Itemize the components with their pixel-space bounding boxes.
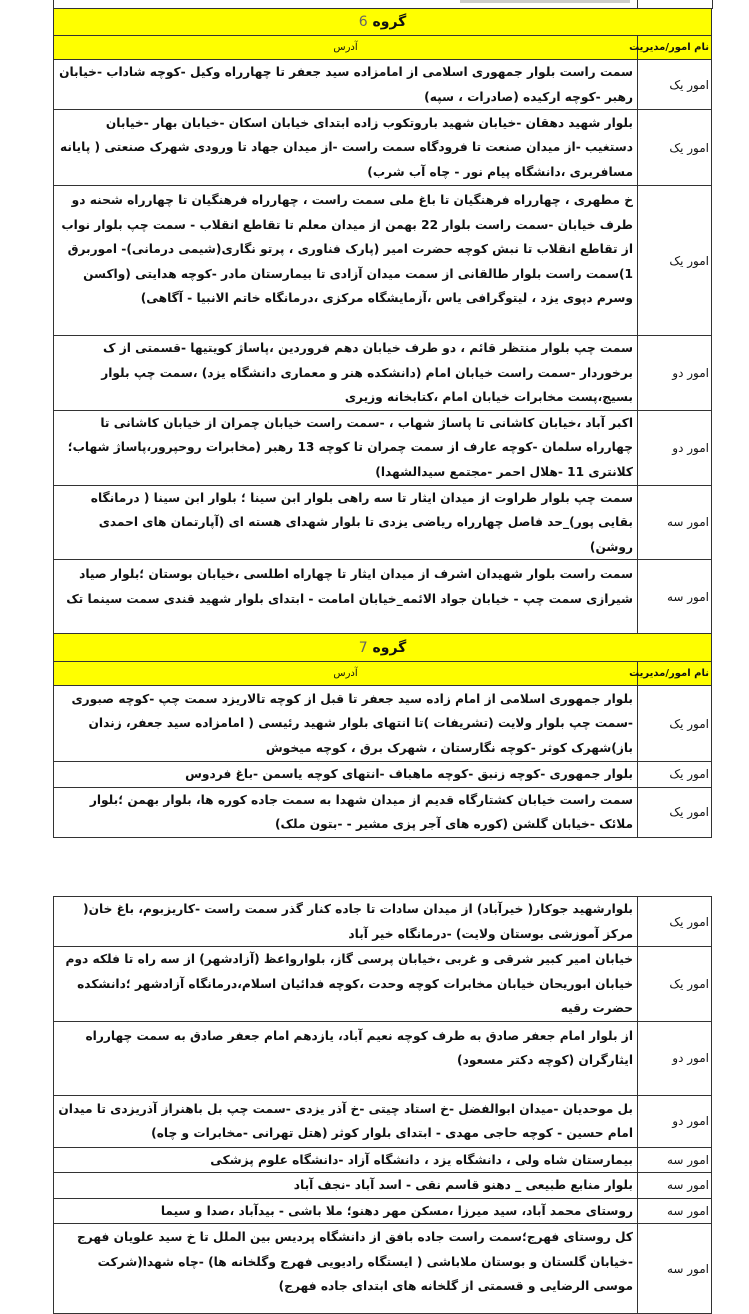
address-cell: بیمارستان شاه ولی ، دانشگاه یزد ، دانشگاه آزاد -دانشگاه علوم پزشکی <box>54 1147 638 1173</box>
unit-cell: امور سه <box>638 560 712 634</box>
table-row <box>54 947 712 1022</box>
address-cell: سمت چپ بلوار منتظر قائم ، دو طرف خیابان دهم فروردین ،پاساژ کویتیها -قسمتی از ک برخوردار -سمت راست خیابان امام (دانشکده هنر و معماری دانشگاه یزد) ،سمت چپ بلوار بسیج،پست مخابرات خیابان امام ،کتابخانه وزیری <box>54 336 638 411</box>
group-title-number: 7 <box>358 639 368 656</box>
unit-cell: امور یک <box>638 787 712 837</box>
group-title-row <box>54 634 712 662</box>
header-unit: نام امور/مدیریت <box>638 662 712 686</box>
address-cell: اکبر آباد ،خیابان کاشانی تا پاساژ شهاب ، -سمت راست خیابان چمران از خیابان کاشانی تا چهارراه سلمان -کوچه عارف از سمت چمران تا کوچه 13 رهبر (مخابرات روحپرور،پاساژ شهاب؛ کلانتری 11 -هلال احمر -مجتمع سیدالشهدا) <box>54 410 638 485</box>
header-unit: نام امور/مدیریت <box>638 36 712 60</box>
table-row <box>54 560 712 634</box>
unit-cell: امور یک <box>638 686 712 762</box>
table-row <box>54 762 712 788</box>
address-cell: سمت چپ بلوار طراوت از میدان ایثار تا سه راهی بلوار ابن سینا ؛ بلوار ابن سینا ( درمانگاه بقایی پور)_حد فاصل چهارراه ریاضی یزدی تا بلوار شهدای هسته ای (آپارتمان های احمدی روشن) <box>54 485 638 560</box>
column-header-row <box>54 36 712 60</box>
address-cell: خیابان امیر کبیر شرقی و غربی ،خیابان پرسی گاز، بلوارواعظ (آزادشهر) از سه راه تا فلکه دوم خیابان ابوریحان خیابان مخابرات کوچه وحدت ،کوچه فدائیان اسلام،درمانگاه آزادشهر ؛دانشکده حضرت رقیه <box>54 947 638 1022</box>
unit-cell: امور یک <box>638 110 712 186</box>
unit-cell: امور دو <box>638 336 712 411</box>
table-row <box>54 336 712 411</box>
address-cell: از بلوار امام جعفر صادق به طرف کوچه نعیم آباد، یازدهم امام جعفر صادق به سمت چهارراه ایثارگران (کوچه دکتر مسعود) <box>54 1021 638 1095</box>
header-address: آدرس <box>54 662 638 686</box>
unit-cell: امور یک <box>638 186 712 336</box>
address-cell: کل روستای فهرج؛سمت راست جاده بافق از دانشگاه پردیس بین الملل تا خ سید علویان فهرج -خیابان گلستان و بوستان ملاباشی ( ایستگاه رادیویی فهرج وگلخانه ها) -چاه شهدا(شرکت موسی الرضایی و قسمتی از گلخانه های ابتدای جاده فهرج) <box>54 1224 638 1314</box>
table-row <box>54 1224 712 1314</box>
table-row <box>54 1147 712 1173</box>
unit-cell: امور سه <box>638 1173 712 1199</box>
table-row <box>54 1173 712 1199</box>
address-cell: بل موحدیان -میدان ابوالفضل -خ استاد چیتی -خ آذر یزدی -سمت چپ بل باهنراز آذریزدی تا میدان امام حسین - کوچه حاجی مهدی - ابتدای بلوار کوثر (هتل تهرانی -مخابرات و چاه) <box>54 1095 638 1147</box>
unit-cell: امور یک <box>638 60 712 110</box>
table-row <box>54 1198 712 1224</box>
address-cell: بلوار جمهوری -کوچه زنبق -کوچه ماهباف -انتهای کوچه یاسمن -باغ فردوس <box>54 762 638 788</box>
address-cell: بلوار شهید دهقان -خیابان شهید باروتکوب زاده ابتدای خیابان اسکان -خیابان بهار -خیابان دستغیب -از میدان صنعت تا فرودگاه سمت راست -از میدان جهاد تا ورودی شهرک صنعتی ( پایانه مسافربری ،دانشگاه پیام نور - چاه آب شرب) <box>54 110 638 186</box>
address-cell: سمت راست بلوار جمهوری اسلامی از امامزاده سید جعفر تا چهارراه وکیل -کوچه شاداب -خیابان رهبر -کوچه ارکیده (صادرات ، سپه) <box>54 60 638 110</box>
unit-cell: امور یک <box>638 762 712 788</box>
table-row <box>54 897 712 947</box>
address-cell: سمت راست خیابان کشتارگاه قدیم از میدان شهدا به سمت جاده کوره ها، بلوار بهمن ؛بلوار ملائک -خیابان گلشن (کوره های آجر پزی مشیر - -بتون ملک) <box>54 787 638 837</box>
group-title <box>54 9 712 36</box>
table-row <box>54 110 712 186</box>
address-cell: بلوار جمهوری اسلامی از امام زاده سید جعفر تا قبل از کوچه تالاریزد سمت چپ -کوچه صبوری -سمت چپ بلوار ولایت (تشریفات )تا انتهای بلوار شهید رئیسی ( امامزاده سید جعفر، زندان باز)شهرک کوثر -کوچه نگارستان ، شهرک برق ، کوچه میخوش <box>54 686 638 762</box>
address-cell: بلوارشهید جوکار( خیرآباد) از میدان سادات تا جاده کنار گذر سمت راست -کاریزبوم، باغ خان( مرکز آموزشی بوستان ولایت) -درمانگاه خیر آباد <box>54 897 638 947</box>
cut-off-text <box>460 0 630 3</box>
table-row <box>54 787 712 837</box>
continuation-table <box>53 896 712 1314</box>
group-title-word: گروه <box>372 639 407 656</box>
table-row <box>54 485 712 560</box>
unit-cell: امور دو <box>638 1021 712 1095</box>
unit-cell: امور یک <box>638 897 712 947</box>
unit-cell: امور سه <box>638 1198 712 1224</box>
address-cell: خ مطهری ، چهارراه فرهنگیان تا باغ ملی سمت راست ، چهارراه فرهنگیان تا چهارراه شحنه دو طرف خیابان -سمت راست بلوار 22 بهمن از میدان معلم تا تقاطع انقلاب - سمت چپ بلوار نواب از تقاطع انقلاب تا نبش کوچه حضرت امیر (پارک فناوری ، پرتو نگاری(شیمی درمانی)- اموربرق 1)سمت راست بلوار طالقانی از سمت میدان آزادی تا بیمارستان مادر -کوچه هدایتی (واکسن وسرم دپوی یزد ، لیتوگرافی یاس ،آزمایشگاه مرکزی ،درمانگاه خاتم الانبیا - آگاهی) <box>54 186 638 336</box>
group-6-table <box>53 8 712 838</box>
unit-cell: امور دو <box>638 410 712 485</box>
table-row <box>54 1095 712 1147</box>
unit-cell: امور سه <box>638 1147 712 1173</box>
address-cell: روستای محمد آباد، سید میرزا ،مسکن مهر دهنو؛ ملا باشی - بیدآباد ،صدا و سیما <box>54 1198 638 1224</box>
address-cell: سمت راست بلوار شهیدان اشرف از میدان ایثار تا چهاراه اطلسی ،خیابان بوستان ؛بلوار صیاد شیرازی سمت چپ - خیابان جواد الائمه_خیابان امامت - ابتدای بلوار شهید قندی سمت سینما تک <box>54 560 638 634</box>
unit-cell: امور دو <box>638 1095 712 1147</box>
table-row <box>54 686 712 762</box>
address-cell: بلوار منابع طبیعی _ دهنو قاسم نقی - اسد آباد -نجف آباد <box>54 1173 638 1199</box>
group-title-word: گروه <box>372 14 407 30</box>
table-row <box>54 60 712 110</box>
header-address: آدرس <box>54 36 638 60</box>
unit-cell: امور سه <box>638 1224 712 1314</box>
column-header-row <box>54 662 712 686</box>
table-row <box>54 410 712 485</box>
group-title-row <box>54 9 712 36</box>
unit-cell: امور سه <box>638 485 712 560</box>
unit-cell: امور یک <box>638 947 712 1022</box>
group-title-number: 6 <box>358 14 368 30</box>
table-row <box>54 1021 712 1095</box>
table-row <box>54 186 712 336</box>
group-title <box>54 634 712 662</box>
